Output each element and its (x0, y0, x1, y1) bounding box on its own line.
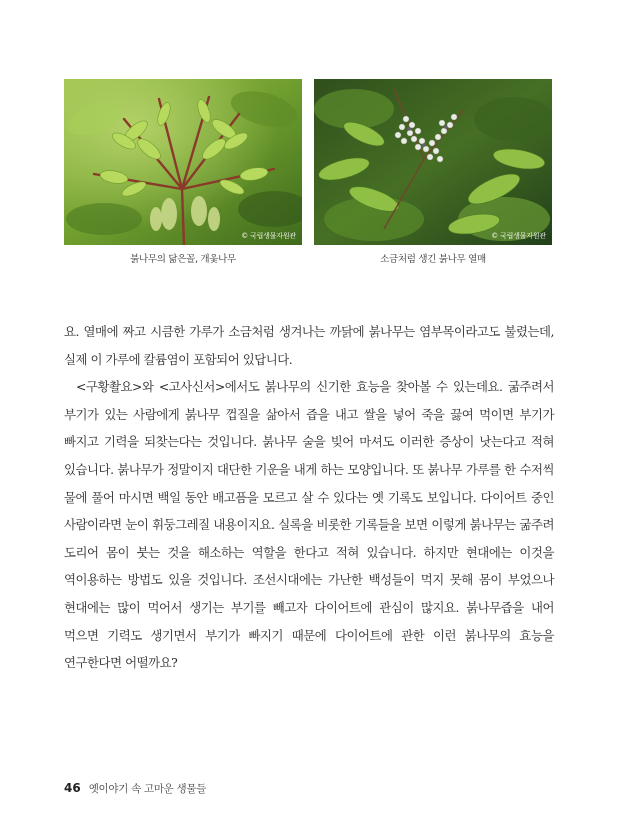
photo-sumac-lookalike (64, 79, 302, 245)
photo-sumac-fruit (314, 79, 552, 245)
page-footer (64, 781, 206, 796)
body-text (64, 318, 554, 677)
figure-left (64, 79, 302, 265)
photo-copyright: © 국립생물자원관 (241, 232, 296, 240)
photo-caption: 소금처럼 생긴 붉나무 열매 (380, 254, 486, 265)
photo-caption: 붉나무의 닮은꼴, 개옻나무 (130, 254, 236, 265)
photo-copyright: © 국립생물자원관 (491, 232, 546, 240)
page-number: 46 (64, 781, 81, 795)
figure-right (314, 79, 552, 265)
paragraph: <구황촬요>와 <고사신서>에서도 붉나무의 신기한 효능을 찾아볼 수 있는데요. 굶주려서 부기가 있는 사람에게 붉나무 껍질을 삶아서 즙을 내고 쌀을 넣어 죽을 끓여 먹이면 부기가 빠지고 기력을 되찾는다는 것입니다. 붉나무 술을 빚어 마셔도 이러한 증상이 낫는다고 적혀 있습니다. 붉나무가 정말이지 대단한 기운을 내게 하는 모양입니다. 또 붉나무 가루를 한 수저씩 물에 풀어 마시면 백일 동안 배고픔을 모르고 살 수 있다는 옛 기록도 보입니다. 다이어트 중인 사람이라면 눈이 휘둥그레질 내용이지요. 실록을 비롯한 기록들을 보면 이렇게 붉나무는 굶주려 도리어 몸이 붓는 것을 해소하는 역할을 한다고 적혀 있습니다. 하지만 현대에는 이것을 역이용하는 방법도 있을 것입니다. 조선시대에는 가난한 백성들이 먹지 못해 몸이 부었으나 현대에는 많이 먹어서 생기는 부기를 빼고자 다이어트에 관심이 많지요. 붉나무즙을 내어 먹으면 기력도 생기면서 부기가 빠지기 때문에 다이어트에 관한 이런 붉나무의 효능을 연구한다면 어떨까요? (64, 379, 554, 671)
running-title: 옛이야기 속 고마운 생물들 (88, 783, 207, 795)
paragraph: 요. 열매에 짜고 시큼한 가루가 소금처럼 생겨나는 까닭에 붉나무는 염부목이라고도 불렸는데, 실제 이 가루에 칼륨염이 포함되어 있답니다. (64, 324, 554, 367)
